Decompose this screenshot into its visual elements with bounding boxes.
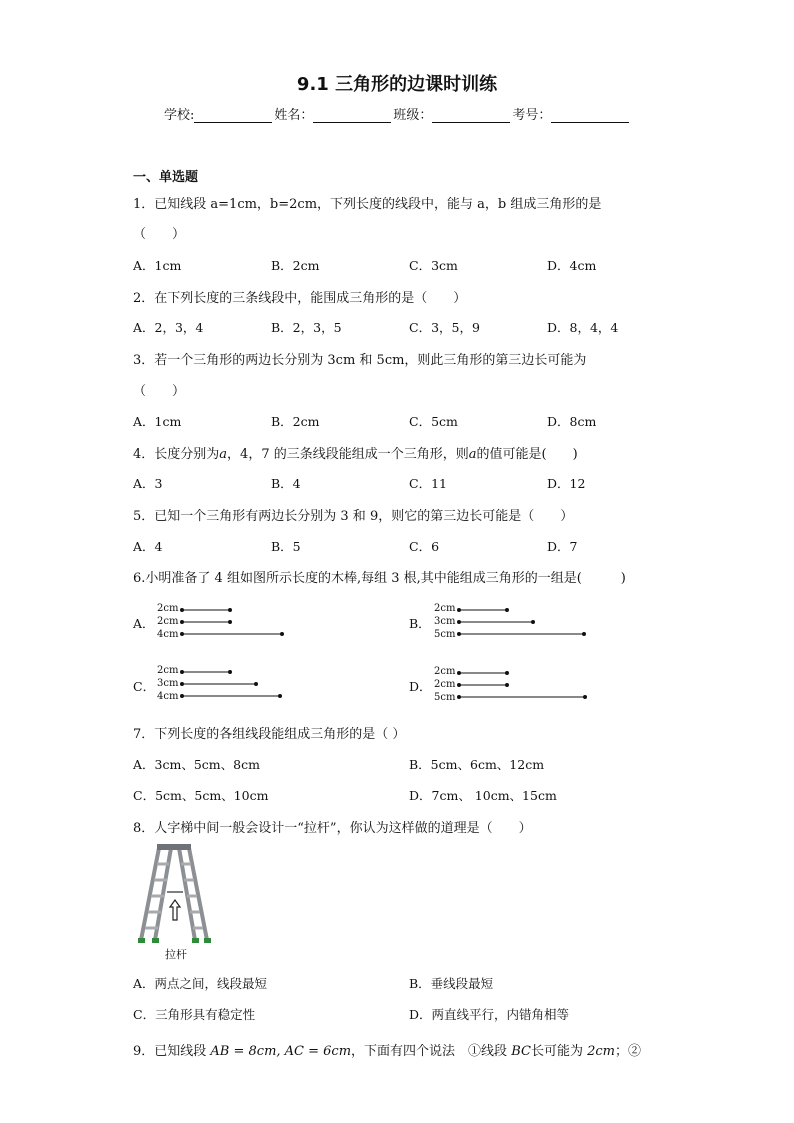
q1-option-d: D．4cm bbox=[547, 258, 597, 273]
school-label: 学校: bbox=[164, 108, 195, 123]
q6-b-seg3-label: 5cm bbox=[434, 629, 456, 640]
question-2: 2．在下列长度的三条线段中，能围成三角形的是（ ） bbox=[133, 291, 467, 306]
step-ladder-illustration bbox=[137, 842, 212, 960]
q8-option-b: B．垂线段最短 bbox=[409, 976, 494, 991]
q5-option-a: A．4 bbox=[133, 539, 163, 554]
q4-text-mid: ，4，7 的三条线段能组成一个三角形，则 bbox=[227, 447, 469, 462]
q6-a-seg3-label: 4cm bbox=[157, 629, 179, 640]
q6-option-a-letter: A． bbox=[133, 616, 155, 631]
q9-text-mid2: 长可能为 bbox=[530, 1044, 583, 1059]
q8-option-d: D．两直线平行，内错角相等 bbox=[409, 1007, 570, 1022]
q3-option-b: B．2cm bbox=[271, 414, 320, 429]
question-7: 7．下列长度的各组线段能组成三角形的是（ ） bbox=[133, 727, 406, 742]
q6-option-b-letter: B． bbox=[409, 616, 431, 631]
q5-option-c: C．6 bbox=[409, 539, 440, 554]
q9-text-pre: 9．已知线段 bbox=[133, 1044, 207, 1059]
q9-text-post: ；② bbox=[615, 1044, 642, 1059]
q2-option-c: C．3，5，9 bbox=[409, 320, 480, 335]
q6-c-seg3-label: 4cm bbox=[157, 691, 179, 702]
q6-d-seg1-label: 2cm bbox=[434, 666, 456, 677]
q5-option-b: B．5 bbox=[271, 539, 301, 554]
q8-option-c: C．三角形具有稳定性 bbox=[133, 1007, 256, 1022]
question-3-paren: （ ） bbox=[133, 384, 186, 399]
q6-c-seg2-label: 3cm bbox=[157, 678, 179, 689]
question-8: 8．人字梯中间一般会设计一“拉杆”，你认为这样做的道理是（ ） bbox=[133, 821, 532, 836]
section-heading: 一、单选题 bbox=[133, 170, 199, 185]
q5-option-d: D．7 bbox=[547, 539, 578, 554]
q6-d-seg3-label: 5cm bbox=[434, 692, 456, 703]
q2-option-b: B．2，3，5 bbox=[271, 320, 342, 335]
q3-option-a: A．1cm bbox=[133, 414, 182, 429]
name-label: 姓名： bbox=[274, 108, 314, 123]
exam-number-blank[interactable] bbox=[551, 108, 629, 123]
q4-text-pre: 4．长度分别为 bbox=[133, 447, 220, 462]
q3-option-d: D．8cm bbox=[547, 414, 597, 429]
q4-option-d: D．12 bbox=[547, 476, 586, 491]
q2-option-d: D．8，4，4 bbox=[547, 320, 619, 335]
q7-option-a: A．3cm、5cm、8cm bbox=[133, 757, 260, 772]
question-1: 1．已知线段 a=1cm，b=2cm，下列长度的线段中，能与 a，b 组成三角形的是 bbox=[133, 197, 602, 212]
name-blank[interactable] bbox=[313, 108, 391, 123]
q4-var-a: a bbox=[219, 447, 228, 462]
q6-c-segments bbox=[178, 665, 288, 705]
q7-option-b: B．5cm、6cm、12cm bbox=[409, 757, 545, 772]
q6-d-seg2-label: 2cm bbox=[434, 679, 456, 690]
q7-option-c: C．5cm、5cm、10cm bbox=[133, 788, 269, 803]
q4-text-post: 的值可能是( ) bbox=[476, 447, 578, 462]
q6-a-seg1-label: 2cm bbox=[157, 603, 179, 614]
q6-d-segments bbox=[455, 666, 590, 706]
q3-option-c: C．5cm bbox=[409, 414, 458, 429]
question-6: 6.小明准备了 4 组如图所示长度的木棒,每组 3 根,其中能组成三角形的一组是( ) bbox=[133, 571, 626, 586]
page-title: 9.1 三角形的边课时训练 bbox=[296, 74, 498, 95]
question-9 bbox=[133, 1040, 641, 1059]
q6-b-seg2-label: 3cm bbox=[434, 616, 456, 627]
q6-c-seg1-label: 2cm bbox=[157, 665, 179, 676]
q9-math-bc: BC bbox=[511, 1044, 531, 1059]
question-4 bbox=[133, 443, 578, 462]
q7-option-d: D．7cm、 10cm、15cm bbox=[409, 788, 557, 803]
q4-option-b: B．4 bbox=[271, 476, 301, 491]
q4-var-a-2: a bbox=[468, 447, 477, 462]
question-1-paren: （ ） bbox=[133, 227, 186, 242]
class-blank[interactable] bbox=[432, 108, 510, 123]
class-label: 班级： bbox=[393, 108, 433, 123]
q9-text-mid: ，下面有四个说法 ①线段 bbox=[351, 1044, 508, 1059]
q1-option-a: A．1cm bbox=[133, 258, 182, 273]
q8-option-a: A．两点之间，线段最短 bbox=[133, 976, 268, 991]
student-info-row bbox=[164, 104, 631, 123]
question-3: 3．若一个三角形的两边长分别为 3cm 和 5cm，则此三角形的第三边长可能为 bbox=[133, 353, 587, 368]
exam-number-label: 考号： bbox=[512, 108, 552, 123]
q4-option-c: C．11 bbox=[409, 476, 447, 491]
q1-option-b: B．2cm bbox=[271, 258, 320, 273]
question-5: 5．已知一个三角形有两边长分别为 3 和 9，则它的第三边长可能是（ ） bbox=[133, 509, 574, 524]
q1-option-c: C．3cm bbox=[409, 258, 458, 273]
q6-option-d-letter: D． bbox=[409, 679, 432, 694]
q6-a-segments bbox=[178, 603, 288, 643]
q9-math-2cm: 2cm bbox=[587, 1044, 615, 1059]
school-blank[interactable] bbox=[194, 108, 272, 123]
ladder-caption: 拉杆 bbox=[165, 948, 187, 961]
q6-a-seg2-label: 2cm bbox=[157, 616, 179, 627]
q6-b-segments bbox=[455, 603, 590, 643]
q6-option-c-letter: C． bbox=[133, 679, 156, 694]
q2-option-a: A．2，3，4 bbox=[133, 320, 204, 335]
up-arrow-icon bbox=[170, 900, 180, 920]
q4-option-a: A．3 bbox=[133, 476, 163, 491]
q9-math-ab-ac: AB = 8cm, AC = 6cm bbox=[210, 1044, 352, 1059]
q6-b-seg1-label: 2cm bbox=[434, 603, 456, 614]
